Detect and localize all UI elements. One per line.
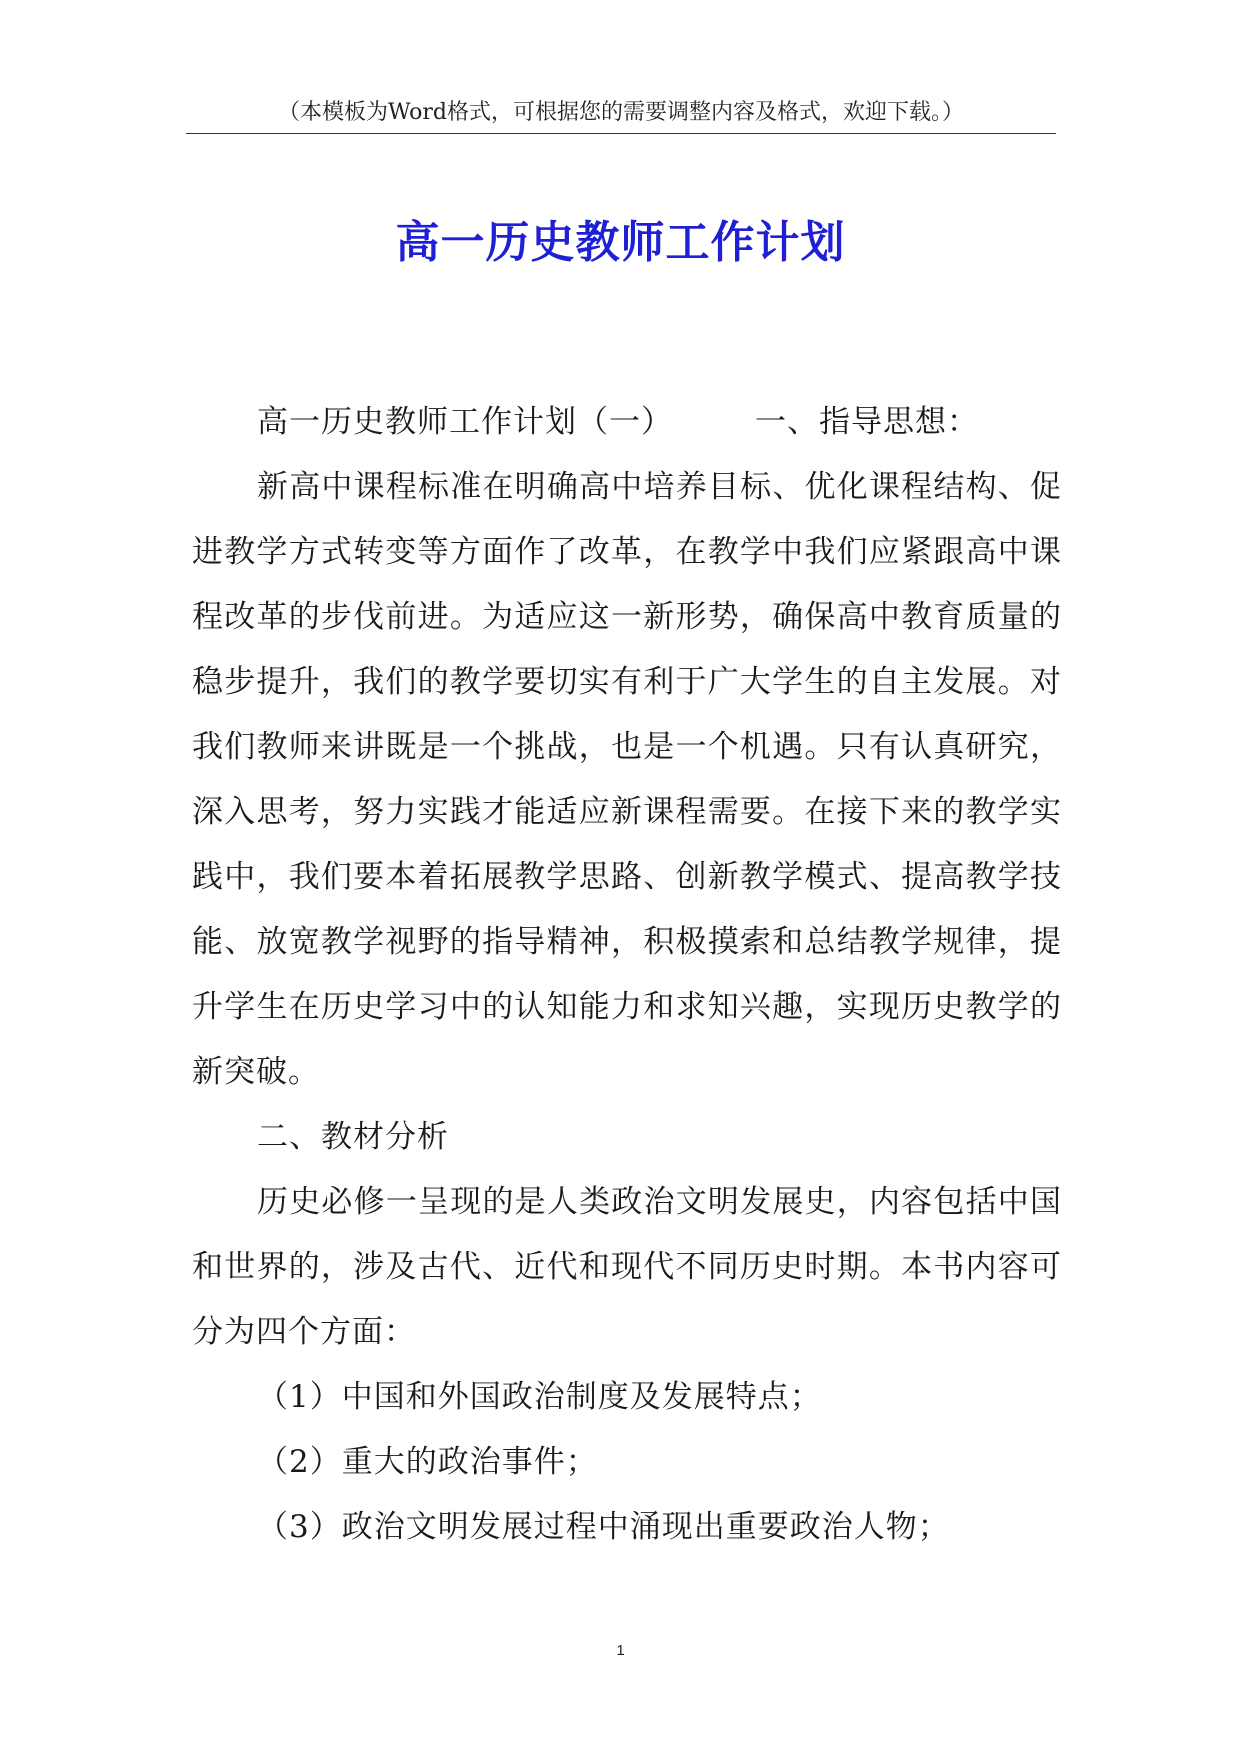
document-title: 高一历史教师工作计划: [395, 217, 846, 268]
subtitle-line: [192, 390, 1062, 455]
header-note: （本模板为Word格式，可根据您的需要调整内容及格式，欢迎下载。）: [278, 100, 964, 125]
part-heading: 高一历史教师工作计划（一）: [257, 404, 673, 440]
document-body: [192, 390, 1062, 1560]
page-number: 1: [616, 1642, 625, 1659]
list-item-3: （3）政治文明发展过程中涌现出重要政治人物；: [257, 1509, 950, 1545]
header-divider: [186, 133, 1056, 134]
paragraph-textbook-overview: 历史必修一呈现的是人类政治文明发展史，内容包括中国和世界的，涉及古代、近代和现代不同历史时期。本书内容可分为四个方面：: [192, 1184, 1062, 1350]
list-item-2: （2）重大的政治事件；: [257, 1444, 598, 1480]
paragraph-guiding-thought: 新高中课程标准在明确高中培养目标、优化课程结构、促进教学方式转变等方面作了改革，在教学中我们应紧跟高中课程改革的步伐前进。为适应这一新形势，确保高中教育质量的稳步提升，我们的教学要切实有利于广大学生的自主发展。对我们教师来讲既是一个挑战，也是一个机遇。只有认真研究，深入思考，努力实践才能适应新课程需要。在接下来的教学实践中，我们要本着拓展教学思路、创新教学模式、提高教学技能、放宽教学视野的指导精神，积极摸索和总结教学规律，提升学生在历史学习中的认知能力和求知兴趣，实现历史教学的新突破。: [192, 469, 1062, 1090]
section-heading-textbook-analysis: 二、教材分析: [257, 1119, 449, 1155]
list-item-1: （1）中国和外国政治制度及发展特点；: [257, 1379, 822, 1415]
section-heading-guiding-thought: 一、指导思想：: [755, 404, 979, 440]
